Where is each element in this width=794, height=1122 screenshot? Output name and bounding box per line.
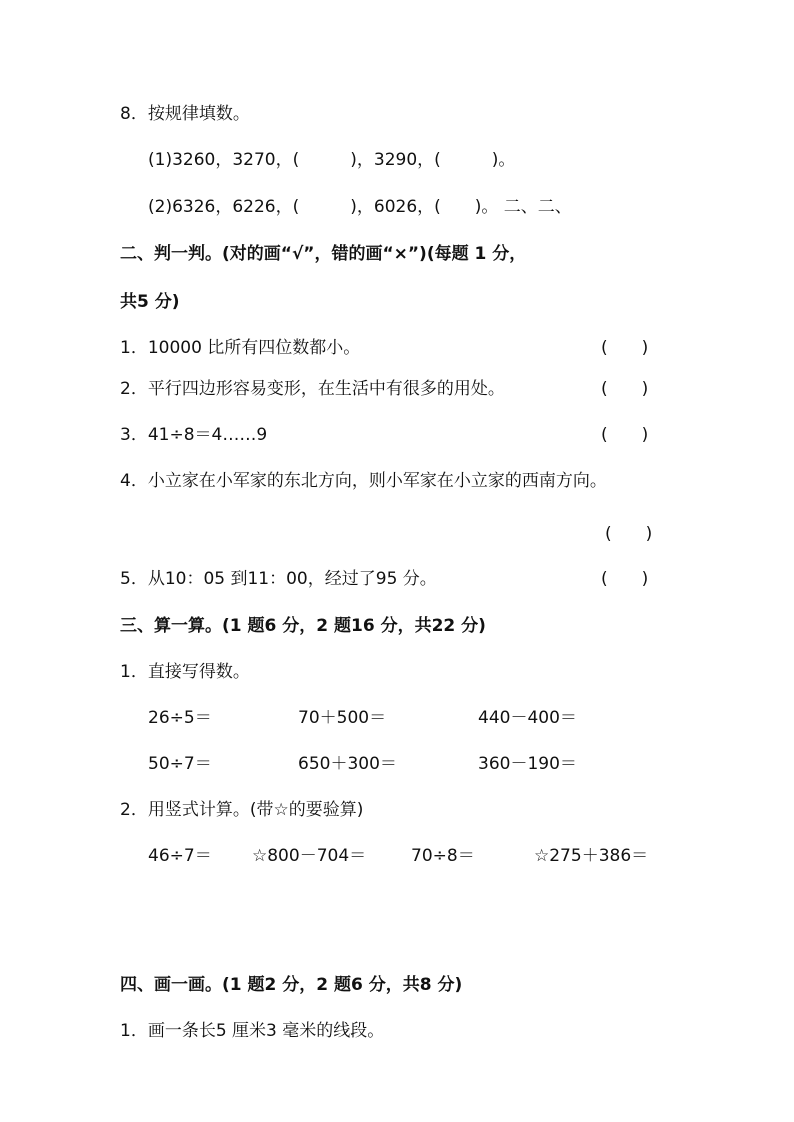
judge-item-2: 2．平行四边形容易变形，在生活中有很多的用处。 <box>120 379 505 399</box>
judge-item-3: 3．41÷8＝4……9 <box>120 425 268 445</box>
oral-calc-6: 360－190＝ <box>478 754 577 774</box>
q8-line-1: (1)3260，3270，( )，3290，( )。 <box>148 150 516 170</box>
oral-calc-4: 50÷7＝ <box>148 754 212 774</box>
oral-calc-1: 26÷5＝ <box>148 708 212 728</box>
section2-title-line1: 二、判一判。(对的画“√”，错的画“×”)(每题 1 分， <box>120 244 527 264</box>
section3-sub1-title: 1．直接写得数。 <box>120 662 250 682</box>
section2-title-line2: 共5 分) <box>120 292 180 312</box>
q8-line-2: (2)6326，6226，( )，6026，( )。 二、二、 <box>148 197 572 217</box>
section3-title: 三、算一算。(1 题6 分，2 题16 分，共22 分) <box>120 616 486 636</box>
judge-answer-blank-1: ( ) <box>601 338 649 358</box>
vertical-calc-2: ☆800－704＝ <box>252 846 367 866</box>
vertical-calc-1: 46÷7＝ <box>148 846 212 866</box>
judge-answer-blank-5: ( ) <box>601 569 649 589</box>
section4-item-1: 1．画一条长5 厘米3 毫米的线段。 <box>120 1021 385 1041</box>
judge-answer-blank-2: ( ) <box>601 379 649 399</box>
oral-calc-2: 70＋500＝ <box>298 708 387 728</box>
oral-calc-5: 650＋300＝ <box>298 754 397 774</box>
vertical-calc-4: ☆275＋386＝ <box>534 846 649 866</box>
judge-item-1: 1．10000 比所有四位数都小。 <box>120 338 361 358</box>
section3-sub2-title: 2．用竖式计算。(带☆的要验算) <box>120 800 364 820</box>
judge-answer-blank-4: ( ) <box>605 524 653 544</box>
section4-title: 四、画一画。(1 题2 分，2 题6 分，共8 分) <box>120 975 463 995</box>
judge-item-4: 4．小立家在小军家的东北方向，则小军家在小立家的西南方向。 <box>120 471 607 491</box>
q8-title: 8．按规律填数。 <box>120 104 250 124</box>
oral-calc-3: 440－400＝ <box>478 708 577 728</box>
judge-answer-blank-3: ( ) <box>601 425 649 445</box>
judge-item-5: 5．从10：05 到11：00，经过了95 分。 <box>120 569 437 589</box>
vertical-calc-3: 70÷8＝ <box>411 846 475 866</box>
